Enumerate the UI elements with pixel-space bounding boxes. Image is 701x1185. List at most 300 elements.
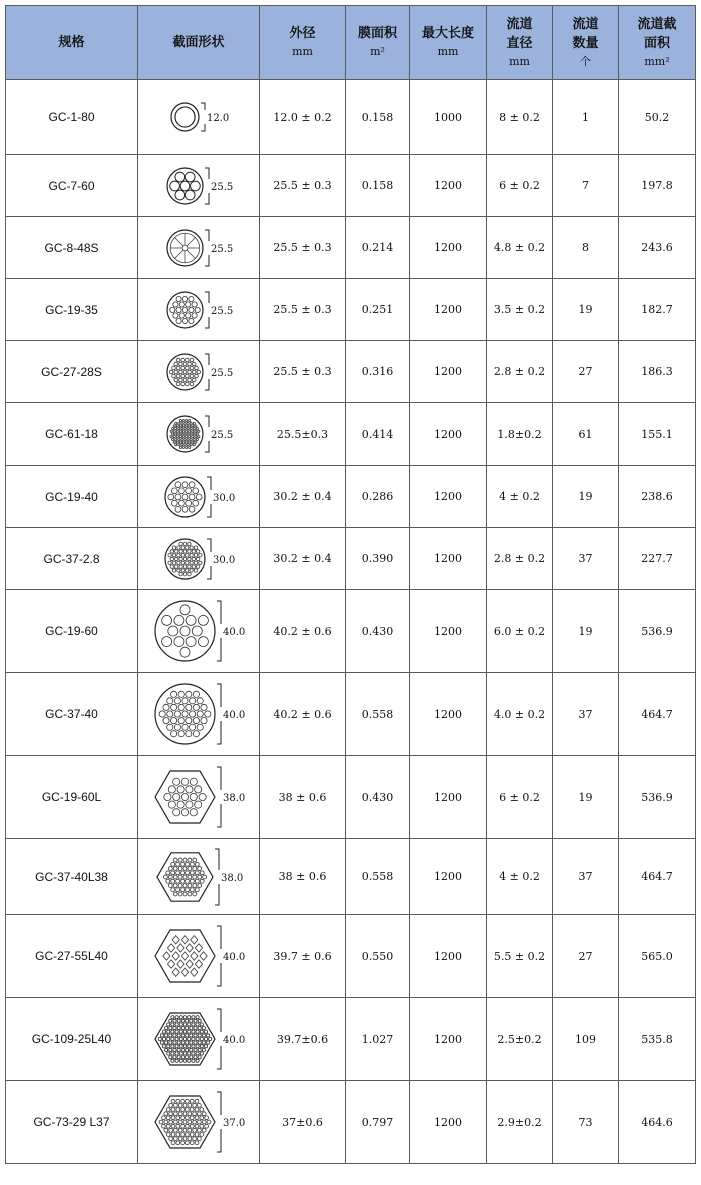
channel-hole [198, 1027, 201, 1030]
channel-hole [168, 1104, 172, 1108]
cross-section-diagram [161, 473, 237, 521]
cell-outer-diameter: 25.5±0.3 [260, 403, 346, 466]
channel-hole [172, 1056, 175, 1059]
channel-hole [189, 545, 192, 548]
channel-hole [187, 433, 189, 435]
channel-hole [182, 441, 184, 443]
dimension-label: 37.0 [222, 1118, 245, 1129]
channel-hole [165, 879, 169, 883]
channel-hole [175, 887, 179, 891]
channel-hole [175, 1108, 179, 1112]
dimension-bracket-bottom [205, 379, 209, 390]
channel-hole [172, 545, 175, 548]
channel-hole [185, 568, 188, 571]
channel-hole [182, 481, 188, 487]
channel-hole [173, 441, 175, 443]
dimension-bracket-bottom [215, 884, 219, 905]
channel-hole [180, 1141, 184, 1145]
channel-hole [175, 1124, 179, 1128]
channel-hole [170, 564, 173, 567]
channel-hole [179, 312, 184, 317]
channel-hole [195, 862, 199, 866]
membrane-spec-table [5, 5, 696, 1164]
cross-section-diagram [161, 535, 237, 583]
channel-hole [190, 358, 194, 362]
channel-hole [185, 1116, 189, 1120]
channel-hole [172, 809, 179, 816]
cell-membrane-area: 0.316 [346, 341, 410, 403]
channel-hole [208, 1037, 211, 1040]
channel-hole [178, 892, 182, 896]
channel-hole [182, 420, 184, 422]
channel-hole [187, 428, 189, 430]
table-row [6, 155, 696, 217]
channel-hole [193, 691, 199, 697]
channel-hole [185, 1019, 188, 1022]
channel-hole [187, 1037, 190, 1040]
channel-hole [173, 430, 175, 432]
channel-hole [183, 1137, 187, 1141]
channel-hole [193, 1056, 196, 1059]
channel-hole [179, 441, 181, 443]
channel-hole [176, 318, 181, 323]
channel-hole [173, 615, 183, 625]
channel-hole [170, 436, 172, 438]
channel-hole [180, 181, 190, 191]
channel-hole [187, 1023, 190, 1026]
cross-section-diagram [151, 763, 247, 831]
channel-hole [198, 553, 201, 556]
channel-hole [174, 172, 184, 182]
channel-hole [182, 436, 184, 438]
channel-hole [178, 866, 182, 870]
cell-model: GC-37-40 [6, 673, 138, 756]
channel-hole [197, 1128, 201, 1132]
channel-hole [192, 883, 196, 887]
table-row [6, 839, 696, 915]
dimension-bracket-top [217, 767, 221, 790]
cell-model: GC-19-35 [6, 279, 138, 341]
cell-membrane-area: 0.558 [346, 673, 410, 756]
channel-hole [193, 718, 199, 724]
header-row [6, 6, 696, 80]
channel-hole [180, 374, 184, 378]
dimension-bracket-top [217, 601, 221, 624]
channel-hole [170, 862, 174, 866]
channel-hole [164, 1027, 167, 1030]
cell-membrane-area: 0.430 [346, 590, 410, 673]
channel-hole [161, 1116, 165, 1120]
channel-hole [190, 444, 192, 446]
channel-hole [182, 307, 187, 312]
channel-hole [178, 557, 181, 560]
channel-hole [178, 858, 182, 862]
cell-model: GC-37-2.8 [6, 528, 138, 590]
cell-max-length: 1200 [410, 998, 487, 1081]
channel-hole [173, 866, 177, 870]
channel-hole [190, 1124, 194, 1128]
channel-hole [191, 441, 193, 443]
dimension-label: 25.5 [210, 305, 233, 317]
channel-hole [163, 875, 167, 879]
cell-channel-cross-section: 238.6 [619, 466, 696, 528]
channel-hole [180, 428, 182, 430]
channel-hole [190, 1099, 194, 1103]
channel-hole [177, 422, 179, 424]
channel-hole [183, 542, 186, 545]
channel-hole [192, 1104, 196, 1108]
channel-hole [175, 1099, 179, 1103]
channel-hole [176, 425, 178, 427]
channel-hole [183, 1052, 186, 1055]
cell-channel-diameter: 4 ± 0.2 [487, 839, 553, 915]
channel-hole [170, 1030, 173, 1033]
channel-hole [192, 1112, 196, 1116]
channel-hole [180, 433, 182, 435]
channel-hole [163, 1128, 167, 1132]
channel-hole [202, 1048, 205, 1051]
channel-hole [187, 1120, 191, 1124]
channel-hole [189, 1027, 192, 1030]
cell-max-length: 1200 [410, 1081, 487, 1164]
channel-hole [193, 1048, 196, 1051]
channel-hole [194, 553, 197, 556]
channel-hole [165, 870, 169, 874]
channel-hole [170, 1037, 173, 1040]
cell-max-length: 1200 [410, 341, 487, 403]
channel-hole [177, 1048, 180, 1051]
dimension-bracket-bottom [217, 963, 221, 986]
channel-hole [181, 711, 187, 717]
channel-hole [177, 444, 179, 446]
channel-hole [173, 875, 177, 879]
channel-hole [180, 1099, 184, 1103]
inner-ring [174, 107, 194, 127]
cell-channel-diameter: 2.8 ± 0.2 [487, 341, 553, 403]
channel-hole [181, 545, 184, 548]
channel-hole [189, 494, 195, 500]
channel-hole [194, 430, 196, 432]
cell-model: GC-1-80 [6, 80, 138, 155]
channel-hole [170, 1059, 173, 1062]
channel-hole [175, 1023, 178, 1026]
channel-hole [186, 637, 196, 647]
channel-hole [206, 1034, 209, 1037]
channel-hole [174, 557, 177, 560]
cross-section-diagram [163, 288, 235, 332]
channel-hole [190, 887, 194, 891]
cross-section-diagram [151, 1005, 247, 1073]
cell-channel-count: 19 [553, 590, 619, 673]
channel-hole [189, 506, 195, 512]
cell-shape [138, 80, 260, 155]
channel-hole [177, 438, 179, 440]
channel-hole [167, 626, 177, 636]
channel-hole [177, 786, 184, 793]
cross-section-diagram [163, 226, 235, 270]
channel-hole [166, 1124, 170, 1128]
table-row [6, 279, 696, 341]
channel-hole [181, 553, 184, 556]
channel-hole [178, 1112, 182, 1116]
cell-max-length: 1200 [410, 155, 487, 217]
cell-channel-cross-section: 464.7 [619, 839, 696, 915]
channel-hole [194, 436, 196, 438]
channel-hole [185, 500, 191, 506]
channel-hole [202, 1120, 206, 1124]
channel-hole [181, 698, 187, 704]
channel-hole [200, 704, 206, 710]
channel-hole [194, 561, 197, 564]
channel-hole [183, 572, 186, 575]
dimension-bracket-bottom [201, 124, 205, 131]
channel-hole [173, 1104, 177, 1108]
channel-hole [185, 436, 187, 438]
channel-hole [182, 494, 188, 500]
channel-hole [181, 1041, 184, 1044]
channel-hole [185, 1099, 189, 1103]
channel-hole [188, 446, 190, 448]
cell-outer-diameter: 25.5 ± 0.3 [260, 341, 346, 403]
channel-hole [196, 433, 198, 435]
channel-hole [161, 637, 171, 647]
channel-hole [179, 1045, 182, 1048]
channel-hole [174, 378, 178, 382]
channel-hole [176, 436, 178, 438]
cell-channel-cross-section: 565.0 [619, 915, 696, 998]
cell-outer-diameter: 39.7±0.6 [260, 998, 346, 1081]
channel-hole [178, 549, 181, 552]
cell-shape [138, 217, 260, 279]
dimension-bracket-bottom [217, 721, 221, 744]
cell-model: GC-61-18 [6, 403, 138, 466]
channel-hole [194, 786, 201, 793]
dimension-label: 30.0 [212, 492, 235, 504]
channel-hole [185, 691, 191, 697]
channel-hole [190, 382, 194, 386]
channel-hole [182, 506, 188, 512]
channel-hole [181, 568, 184, 571]
channel-hole [177, 433, 179, 435]
channel-hole [180, 382, 184, 386]
channel-hole [196, 1030, 199, 1033]
channel-hole [170, 430, 172, 432]
channel-hole [187, 378, 191, 382]
cell-membrane-area: 0.430 [346, 756, 410, 839]
channel-hole [175, 870, 179, 874]
cell-model: GC-37-40L38 [6, 839, 138, 915]
channel-hole [158, 1037, 161, 1040]
channel-hole [176, 553, 179, 556]
channel-hole [185, 879, 189, 883]
channel-hole [204, 1116, 208, 1120]
channel-hole [185, 420, 187, 422]
channel-hole [180, 887, 184, 891]
cell-channel-cross-section: 186.3 [619, 341, 696, 403]
channel-hole [189, 1056, 192, 1059]
cell-channel-cross-section: 535.8 [619, 998, 696, 1081]
channel-hole [183, 370, 187, 374]
cell-channel-diameter: 4.8 ± 0.2 [487, 217, 553, 279]
channel-hole [180, 626, 190, 636]
channel-hole [181, 561, 184, 564]
cell-outer-diameter: 40.2 ± 0.6 [260, 590, 346, 673]
channel-hole [193, 422, 195, 424]
cell-membrane-area: 0.390 [346, 528, 410, 590]
channel-hole [193, 704, 199, 710]
channel-hole [195, 1141, 199, 1145]
dimension-bracket-top [205, 292, 209, 303]
channel-hole [168, 1041, 171, 1044]
channel-hole [168, 1120, 172, 1124]
channel-hole [178, 362, 182, 366]
channel-hole [192, 1120, 196, 1124]
channel-hole [198, 1019, 201, 1022]
cell-channel-count: 37 [553, 673, 619, 756]
channel-hole [190, 422, 192, 424]
channel-hole [172, 568, 175, 571]
channel-hole [175, 1059, 178, 1062]
cell-channel-diameter: 4.0 ± 0.2 [487, 673, 553, 756]
channel-hole [197, 1104, 201, 1108]
channel-hole [198, 1056, 201, 1059]
channel-hole [173, 1137, 177, 1141]
channel-hole [185, 430, 187, 432]
channel-hole [192, 500, 198, 506]
cell-outer-diameter: 37±0.6 [260, 1081, 346, 1164]
cell-max-length: 1200 [410, 756, 487, 839]
channel-hole [193, 433, 195, 435]
channel-hole [185, 374, 189, 378]
dimension-bracket-top [205, 230, 209, 241]
dimension-bracket-bottom [205, 441, 209, 452]
channel-hole [183, 883, 187, 887]
channel-hole [174, 362, 178, 366]
channel-hole [180, 879, 184, 883]
cell-max-length: 1200 [410, 673, 487, 756]
channel-hole [206, 1041, 209, 1044]
channel-hole [176, 430, 178, 432]
cell-model: GC-8-48S [6, 217, 138, 279]
channel-hole [163, 793, 170, 800]
channel-hole [197, 875, 201, 879]
channel-hole [180, 366, 184, 370]
channel-hole [180, 358, 184, 362]
cross-section-diagram [163, 350, 235, 394]
channel-hole [175, 1133, 179, 1137]
cell-membrane-area: 0.158 [346, 80, 410, 155]
dimension-bracket-bottom [217, 804, 221, 827]
channel-hole [180, 1124, 184, 1128]
channel-hole [190, 428, 192, 430]
channel-hole [166, 1052, 169, 1055]
channel-hole [192, 557, 195, 560]
channel-hole [171, 374, 175, 378]
channel-hole [181, 793, 188, 800]
cell-max-length: 1200 [410, 403, 487, 466]
channel-hole [177, 801, 184, 808]
channel-hole [192, 378, 196, 382]
channel-hole [175, 879, 179, 883]
channel-hole [187, 572, 190, 575]
cell-outer-diameter: 25.5 ± 0.3 [260, 155, 346, 217]
channel-hole [193, 1027, 196, 1030]
channel-hole [200, 718, 206, 724]
channel-hole [166, 1037, 169, 1040]
channel-hole [204, 711, 210, 717]
channel-hole [200, 1045, 203, 1048]
channel-hole [177, 1019, 180, 1022]
table-row [6, 590, 696, 673]
cell-channel-count: 1 [553, 80, 619, 155]
channel-hole [187, 549, 190, 552]
cross-section-diagram [153, 845, 245, 909]
cell-channel-cross-section: 197.8 [619, 155, 696, 217]
channel-hole [176, 568, 179, 571]
channel-hole [185, 1041, 188, 1044]
channel-hole [178, 718, 184, 724]
channel-hole [188, 425, 190, 427]
dimension-label: 38.0 [220, 872, 243, 884]
channel-hole [185, 358, 189, 362]
channel-hole [174, 428, 176, 430]
channel-hole [187, 564, 190, 567]
channel-hole [172, 1041, 175, 1044]
channel-hole [199, 1133, 203, 1137]
channel-hole [177, 428, 179, 430]
channel-hole [179, 1052, 182, 1055]
channel-hole [192, 564, 195, 567]
channel-hole [198, 1034, 201, 1037]
channel-hole [193, 438, 195, 440]
channel-hole [194, 425, 196, 427]
channel-hole [166, 724, 172, 730]
channel-hole [194, 801, 201, 808]
channel-hole [170, 691, 176, 697]
channel-hole [195, 1116, 199, 1120]
cell-channel-cross-section: 227.7 [619, 528, 696, 590]
channel-hole [172, 1027, 175, 1030]
channel-hole [182, 318, 187, 323]
dimension-bracket-top [205, 416, 209, 427]
cell-max-length: 1200 [410, 528, 487, 590]
channel-hole [171, 1099, 175, 1103]
channel-hole [190, 809, 197, 816]
channel-hole [168, 1027, 171, 1030]
channel-hole [199, 1108, 203, 1112]
channel-hole [180, 1133, 184, 1137]
channel-hole [189, 553, 192, 556]
channel-hole [178, 370, 182, 374]
channel-hole [193, 444, 195, 446]
cell-outer-diameter: 25.5 ± 0.3 [260, 217, 346, 279]
cell-membrane-area: 0.414 [346, 403, 410, 466]
cross-section-diagram [151, 597, 247, 665]
cell-channel-count: 19 [553, 466, 619, 528]
cell-membrane-area: 0.558 [346, 839, 410, 915]
channel-hole [175, 1037, 178, 1040]
channel-hole [189, 561, 192, 564]
channel-hole [176, 374, 180, 378]
channel-hole [183, 1030, 186, 1033]
channel-hole [168, 883, 172, 887]
header-max-length: 最大长度 mm [410, 6, 487, 80]
channel-hole [196, 438, 198, 440]
channel-hole [190, 862, 194, 866]
channel-hole [198, 1041, 201, 1044]
cell-max-length: 1200 [410, 217, 487, 279]
channel-hole [168, 1128, 172, 1132]
